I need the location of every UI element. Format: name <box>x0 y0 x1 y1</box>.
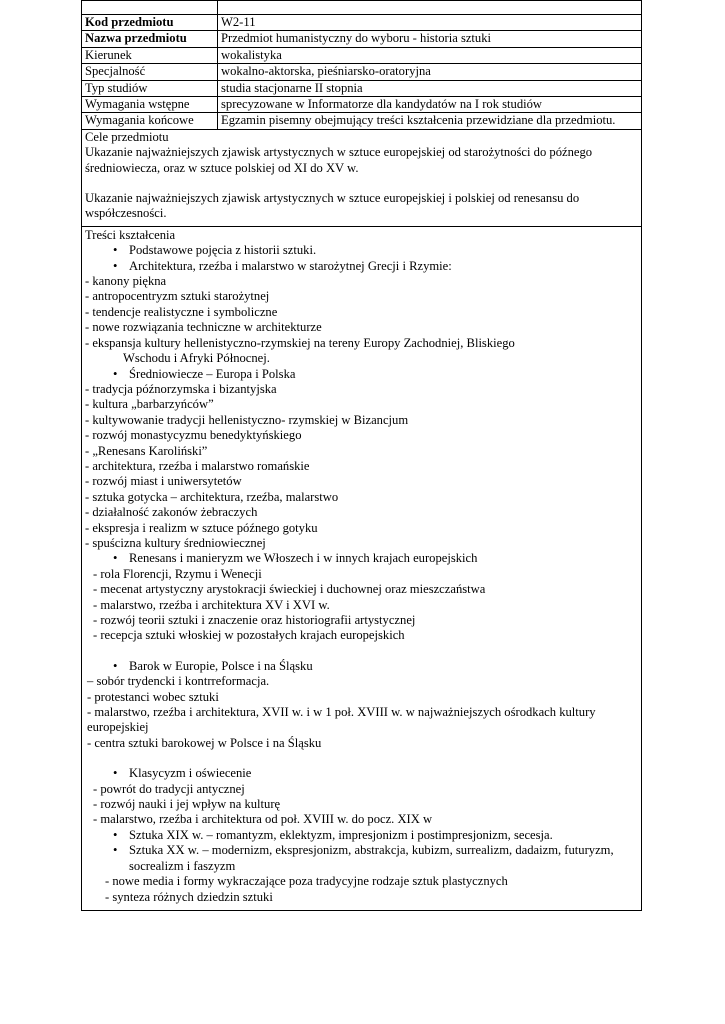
sub-item: - centra sztuki barokowej w Polsce i na Śląsku <box>87 735 322 750</box>
sub-item: - nowe rozwiązania techniczne w architekturze <box>85 320 322 335</box>
sub-item: - architektura, rzeźba i malarstwo romańskie <box>85 458 310 473</box>
paragraph: Ukazanie najważniejszych zjawisk artystycznych w sztuce europejskiej od starożytności do późnego średniowiecza, oraz w sztuce polskiej od XI do XV w. <box>85 145 593 175</box>
paragraph: Ukazanie najważniejszych zjawisk artystycznych w sztuce europejskiej i polskiej od renesansu do współczesności. <box>85 191 580 221</box>
sub-item: - sztuka gotycka – architektura, rzeźba, malarstwo <box>85 489 339 504</box>
sub-item: - „Renesans Karoliński” <box>85 443 208 458</box>
sub-item: - nowe media i formy wykraczające poza tradycyjne rodzaje sztuk plastycznych <box>105 874 508 889</box>
meta-row <box>82 47 642 63</box>
sub-item: - rola Florencji, Rzymu i Wenecji <box>93 566 262 581</box>
bullet-item: • Sztuka XIX w. – romantyzm, eklektyzm, impresjonizm i postimpresjonizm, secesja. <box>85 828 638 843</box>
empty-top-row <box>82 1 642 15</box>
section-heading: Cele przedmiotu <box>85 129 169 144</box>
sub-item: - kultywowanie tradycji hellenistyczno- rzymskiej w Bizancjum <box>85 412 409 427</box>
sub-item: - rozwój monastycyzmu benedyktyńskiego <box>85 428 302 443</box>
meta-label: Nazwa przedmiotu <box>82 31 218 47</box>
sub-item: - ekspresja i realizm w sztuce późnego gotyku <box>85 520 318 535</box>
bullet-item: • Klasycyzm i oświecenie <box>85 766 638 781</box>
meta-row <box>82 15 642 31</box>
sub-item: - tradycja późnorzymska i bizantyjska <box>85 381 277 396</box>
meta-label: Kod przedmiotu <box>82 15 218 31</box>
meta-row <box>82 113 642 129</box>
meta-row <box>82 64 642 80</box>
sub-item: - synteza różnych dziedzin sztuki <box>105 889 273 904</box>
sub-item: - kanony piękna <box>85 274 167 289</box>
sub-item: – sobór trydencki i kontrreformacja. <box>87 674 270 689</box>
sub-item: - tendencje realistyczne i symboliczne <box>85 304 278 319</box>
meta-label: Kierunek <box>82 47 218 63</box>
meta-value: sprecyzowane w Informatorze dla kandydatów na I rok studiów <box>218 97 642 113</box>
sub-item: - antropocentryzm sztuki starożytnej <box>85 289 270 304</box>
sub-item: - mecenat artystyczny arystokracji świeckiej i duchownej oraz mieszczaństwa <box>93 582 486 597</box>
meta-row <box>82 97 642 113</box>
sub-item: - ekspansja kultury hellenistyczno-rzymskiej na tereny Europy Zachodniej, Bliskiego <box>85 335 515 350</box>
bullet-item: • Renesans i manieryzm we Włoszech i w innych krajach europejskich <box>85 551 638 566</box>
sub-item: - kultura „barbarzyńców” <box>85 397 214 412</box>
bullet-item: • Architektura, rzeźba i malarstwo w starożytnej Grecji i Rzymie: <box>85 259 638 274</box>
sub-item: - protestanci wobec sztuki <box>87 689 219 704</box>
sub-item: - malarstwo, rzeźba i architektura XV i XVI w. <box>93 597 330 612</box>
sub-item: - powrót do tradycji antycznej <box>93 781 245 796</box>
meta-row <box>82 31 642 47</box>
sub-item: - recepcja sztuki włoskiej w pozostałych krajach europejskich <box>93 628 405 643</box>
meta-value: wokalistyka <box>218 47 642 63</box>
sub-item: - malarstwo, rzeźba i architektura od poł. XVIII w. do pocz. XIX w <box>93 812 433 827</box>
sub-item: - spuścizna kultury średniowiecznej <box>85 535 266 550</box>
course-table <box>81 0 642 911</box>
sub-item: - działalność zakonów żebraczych <box>85 505 258 520</box>
sub-item: - rozwój nauki i jej wpływ na kulturę <box>93 797 281 812</box>
bullet-item: • Średniowiecze – Europa i Polska <box>85 367 638 382</box>
meta-value: Przedmiot humanistyczny do wyboru - historia sztuki <box>218 31 642 47</box>
meta-row <box>82 80 642 96</box>
meta-value: Egzamin pisemny obejmujący treści kształcenia przewidziane dla przedmiotu. <box>218 113 642 129</box>
section-heading: Treści kształcenia <box>85 227 176 242</box>
meta-label: Wymagania wstępne <box>82 97 218 113</box>
meta-label: Wymagania końcowe <box>82 113 218 129</box>
tresci-section <box>82 226 642 910</box>
bullet-item: • Barok w Europie, Polsce i na Śląsku <box>85 659 638 674</box>
bullet-item: • Sztuka XX w. – modernizm, ekspresjonizm, abstrakcja, kubizm, surrealizm, dadaizm, futuryzm, socrealizm i faszyzm <box>85 843 638 874</box>
meta-value: studia stacjonarne II stopnia <box>218 80 642 96</box>
meta-label: Typ studiów <box>82 80 218 96</box>
bullet-item: • Podstawowe pojęcia z historii sztuki. <box>85 243 638 258</box>
sub-item: - rozwój miast i uniwersytetów <box>85 474 242 489</box>
meta-value: W2-11 <box>218 15 642 31</box>
cele-section <box>82 129 642 226</box>
sub-item: - rozwój teorii sztuki i znaczenie oraz historiografii artystycznej <box>93 613 416 627</box>
meta-label: Specjalność <box>82 64 218 80</box>
sub-item-continuation: Wschodu i Afryki Północnej. <box>123 351 270 366</box>
sub-item: - malarstwo, rzeźba i architektura, XVII w. i w 1 poł. XVIII w. w najważniejszych ośrodkach kultury europejskiej <box>87 705 596 735</box>
meta-value: wokalno-aktorska, pieśniarsko-oratoryjna <box>218 64 642 80</box>
